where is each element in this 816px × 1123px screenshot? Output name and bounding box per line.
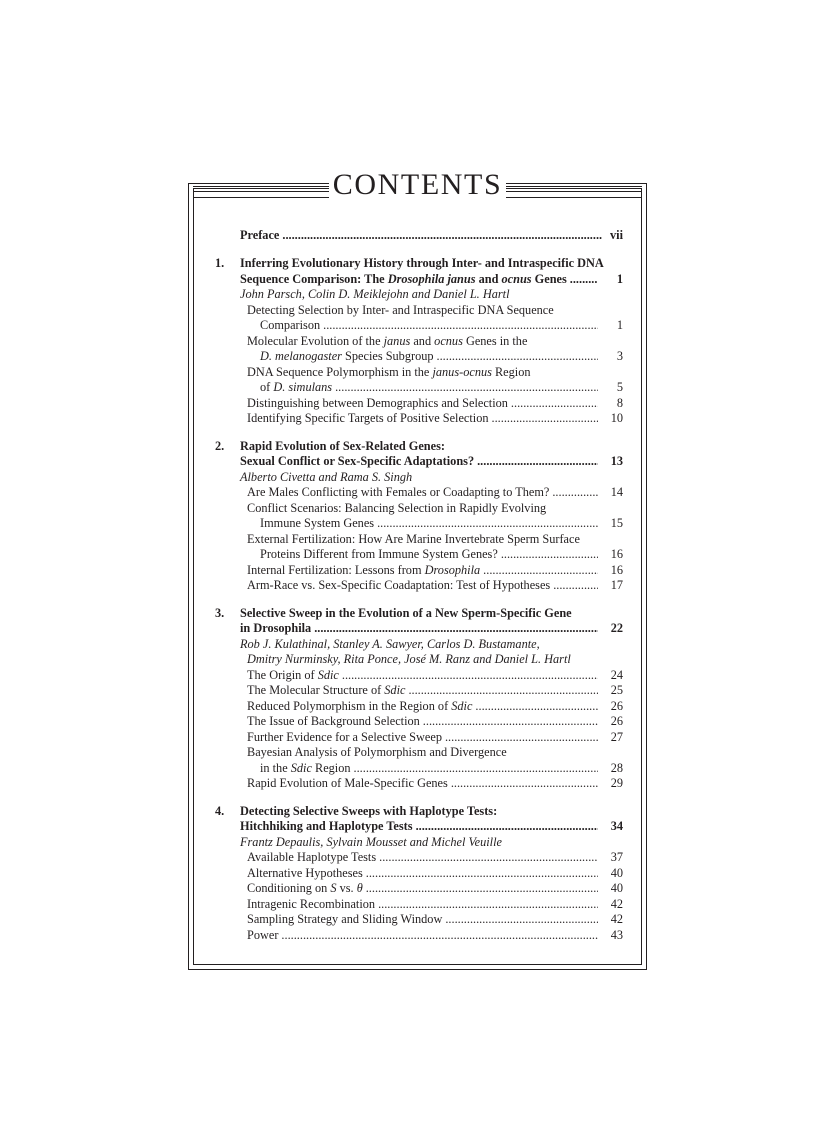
entry-text [247, 745, 507, 759]
text-fragment: D. simulans [273, 380, 333, 394]
text-fragment: ocnus [501, 271, 532, 286]
entry-text [247, 866, 363, 880]
text-fragment: in Drosophila [240, 621, 312, 635]
page-number: 16 [610, 547, 623, 561]
page-number: 24 [610, 667, 623, 682]
text-fragment: Sequence Comparison: The [240, 271, 388, 286]
entry-text [247, 897, 375, 911]
text-fragment: Conflict Scenarios: Balancing Selection in Rapidly Evolving [247, 500, 547, 515]
text-fragment: Internal Fertilization: Lessons from [247, 562, 425, 577]
page-number: 22 [610, 621, 623, 635]
entry-text [247, 563, 480, 577]
page-number: 27 [610, 729, 623, 744]
text-fragment: Region [311, 760, 351, 775]
chapter-number: 2. [215, 438, 225, 453]
page-number: 42 [610, 896, 623, 911]
text-fragment: vs. [336, 881, 357, 895]
entry-text [247, 730, 442, 744]
text-fragment: Sdic [451, 698, 473, 713]
page-number: 37 [610, 850, 623, 864]
entry-text [247, 532, 580, 546]
entry-text [247, 668, 339, 682]
text-fragment: The Issue of Background Selection [247, 714, 420, 728]
text-fragment: Distinguishing between Demographics and Selection [247, 395, 508, 410]
entry-text: John Parsch, Colin D. Meiklejohn and Daniel L. Hartl [240, 287, 510, 301]
entry-text [240, 606, 572, 620]
entry-text [247, 303, 554, 317]
entry-text [260, 318, 320, 332]
page-number: 25 [610, 683, 623, 697]
text-fragment: Species Subgroup [341, 349, 434, 363]
entry-text [240, 804, 497, 818]
entry-text [240, 439, 445, 453]
chapter-number: 3. [215, 605, 225, 620]
entry-text [247, 912, 442, 926]
entry-text [260, 380, 332, 394]
text-fragment: Power [247, 927, 279, 942]
title-rule-right [497, 186, 642, 192]
page-number: 14 [610, 485, 623, 499]
text-fragment: and [410, 333, 435, 348]
page-title: CONTENTS [329, 170, 506, 200]
text-fragment: D. melanogaster [260, 349, 342, 363]
entry-text: Alberto Civetta and Rama S. Singh [240, 469, 413, 484]
entry-text [240, 454, 474, 468]
page-number: 29 [610, 776, 623, 790]
page-number: 28 [610, 760, 623, 775]
page-number: 13 [610, 454, 623, 468]
entry-text: Rob J. Kulathinal, Stanley A. Sawyer, Carlos D. Bustamante, [240, 636, 540, 651]
text-fragment: Immune System Genes [260, 516, 375, 530]
chapter-number: 4. [215, 803, 225, 818]
page-number: 26 [610, 714, 623, 728]
text-fragment: Further Evidence for a Selective Sweep [247, 729, 442, 744]
page-number: 10 [610, 411, 623, 425]
dot-leader [552, 483, 598, 501]
entry-text [260, 761, 351, 775]
text-fragment: Arm-Race vs. Sex-Specific Coadaptation: Test of Hypotheses [247, 578, 551, 592]
dot-leader [492, 409, 598, 427]
section-entry [247, 774, 623, 792]
entry-text [247, 699, 472, 713]
entry-text [247, 578, 550, 592]
entry-text [247, 485, 549, 499]
text-fragment: Conditioning on [247, 881, 331, 895]
entry-text [247, 850, 376, 864]
text-fragment: Proteins Different from Immune System Genes? [260, 547, 498, 561]
section-entry [247, 409, 623, 427]
entry-text [260, 547, 498, 561]
text-fragment: of [260, 380, 274, 394]
dot-leader [282, 226, 602, 244]
entry-text [247, 411, 489, 425]
section-entry [247, 926, 623, 944]
text-fragment: Drosophila janus [387, 271, 476, 286]
dot-leader [281, 926, 598, 944]
page-number: 43 [610, 927, 623, 942]
text-fragment: Hitchhiking and Haplotype Tests [240, 819, 413, 833]
page-number: 34 [610, 819, 623, 833]
text-fragment: Drosophila [424, 562, 481, 577]
dot-leader [553, 576, 598, 594]
page-number: 40 [610, 865, 623, 880]
entry-text [247, 881, 363, 895]
dot-leader [477, 452, 598, 470]
page-number: 1 [616, 271, 623, 286]
entry-text: Dmitry Nurminsky, Rita Ponce, José M. Ranz and Daniel L. Hartl [247, 652, 571, 666]
text-fragment: θ [356, 881, 363, 895]
text-fragment: Inferring Evolutionary History through Inter- and Intraspecific DNA [240, 256, 604, 270]
page-number: 8 [616, 395, 623, 410]
text-fragment: Comparison [260, 318, 321, 332]
entry-text: Frantz Depaulis, Sylvain Mousset and Michel Veuille [240, 834, 502, 849]
text-fragment: Bayesian Analysis of Polymorphism and Divergence [247, 745, 507, 759]
text-fragment: Molecular Evolution of the [247, 333, 384, 348]
page-number: 17 [610, 578, 623, 592]
text-fragment: Sampling Strategy and Sliding Window [247, 912, 443, 926]
text-fragment: Reduced Polymorphism in the Region of [247, 698, 452, 713]
text-fragment: Detecting Selective Sweeps with Haplotype Tests: [240, 803, 498, 818]
text-fragment: Genes [531, 271, 567, 286]
frame-top-rule [193, 197, 642, 198]
entry-text [240, 621, 311, 635]
text-fragment: janus-ocnus [432, 364, 492, 379]
text-fragment: The Origin of [247, 667, 318, 682]
text-fragment: Sdic [290, 760, 312, 775]
text-fragment: Intragenic Recombination [247, 896, 376, 911]
text-fragment: Region [491, 364, 531, 379]
entry-text [260, 516, 374, 530]
text-fragment: Detecting Selection by Inter- and Intraspecific DNA Sequence [247, 302, 554, 317]
page-number: 15 [610, 516, 623, 530]
entry-text [260, 349, 434, 363]
text-fragment: in the [260, 760, 291, 775]
text-fragment: Genes in the [462, 333, 528, 348]
page-number: 42 [610, 912, 623, 926]
text-fragment: Selective Sweep in the Evolution of a New Sperm-Specific Gene [240, 605, 572, 620]
section-entry [247, 576, 623, 594]
entry-text [247, 396, 508, 410]
entry-text [240, 256, 604, 270]
text-fragment: Rapid Evolution of Sex-Related Genes: [240, 438, 445, 453]
chapter-number: 1. [215, 256, 225, 270]
page-number: 5 [616, 380, 623, 394]
text-fragment: Sdic [317, 667, 339, 682]
text-fragment: Alternative Hypotheses [247, 865, 363, 880]
text-fragment: ocnus [434, 333, 463, 348]
entry-text [247, 365, 531, 379]
page-number: 1 [616, 318, 623, 332]
title-rule-left [193, 186, 338, 192]
text-fragment: Sexual Conflict or Sex-Specific Adaptations? [240, 454, 475, 468]
entry-text [247, 334, 527, 348]
entry-text [240, 819, 413, 833]
text-fragment: janus [383, 333, 411, 348]
text-fragment: Rapid Evolution of Male-Specific Genes [247, 776, 448, 790]
text-fragment: and [475, 271, 502, 286]
entry-text [247, 714, 420, 728]
page-number: 26 [610, 698, 623, 713]
entry-text: Preface [240, 228, 280, 242]
text-fragment: Identifying Specific Targets of Positive Selection [247, 411, 489, 425]
page-number: 40 [610, 881, 623, 895]
entry-text [247, 501, 546, 515]
dot-leader [451, 774, 598, 792]
text-fragment: DNA Sequence Polymorphism in the [247, 364, 433, 379]
text-fragment: Sdic [384, 683, 406, 697]
preface-entry [240, 226, 623, 244]
page-number: 3 [616, 349, 623, 363]
entry-text [247, 683, 405, 697]
dot-leader [570, 270, 598, 288]
text-fragment: The Molecular Structure of [247, 683, 385, 697]
text-fragment: External Fertilization: How Are Marine Invertebrate Sperm Surface [247, 531, 580, 546]
text-fragment: S [330, 881, 337, 895]
page-number: 16 [610, 562, 623, 577]
text-fragment: Are Males Conflicting with Females or Coadapting to Them? [247, 485, 550, 499]
entry-text [247, 928, 278, 942]
entry-text [240, 272, 567, 286]
text-fragment: Available Haplotype Tests [247, 850, 377, 864]
entry-text [247, 776, 448, 790]
page-number: vii [610, 228, 623, 242]
